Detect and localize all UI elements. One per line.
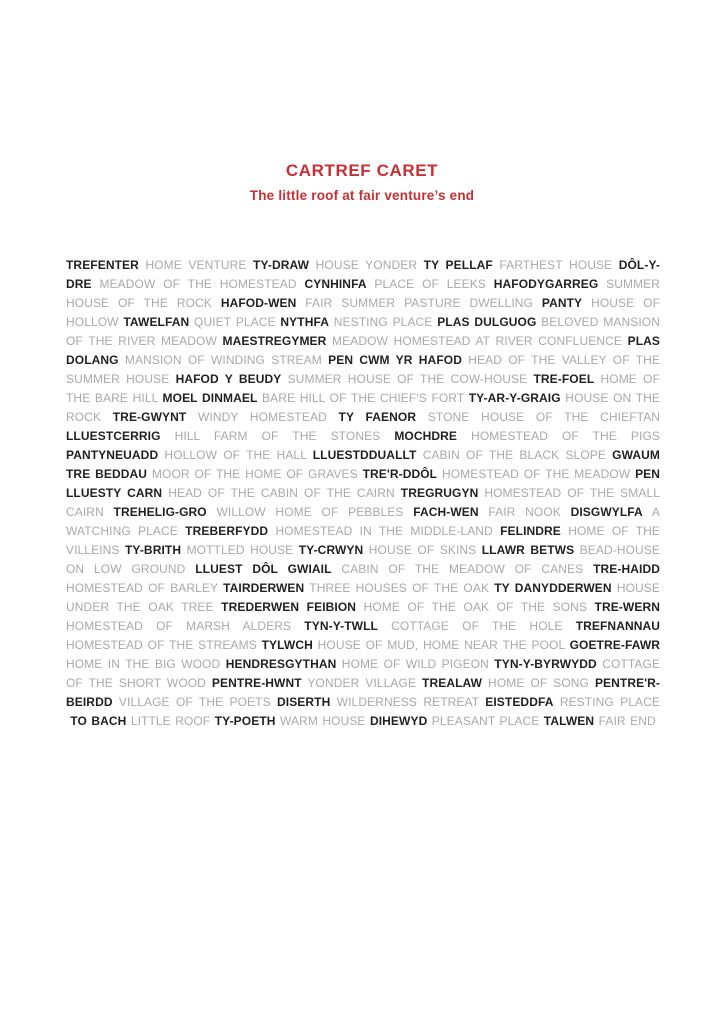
place-name: EISTEDDFA <box>485 695 554 709</box>
place-name: TY-BRITH <box>124 543 182 557</box>
place-name: HENDRESGYTHAN <box>225 657 337 671</box>
place-meaning: MEADOW HOMESTEAD AT RIVER CONFLUENCE <box>332 334 622 348</box>
place-name: TY FAENOR <box>338 410 417 424</box>
place-meaning: A WATCHING PLACE <box>66 505 660 538</box>
place-meaning: FARTHEST HOUSE <box>499 258 613 272</box>
place-name: TREHELIG-GRO <box>113 505 207 519</box>
place-meaning: RESTING PLACE <box>559 695 661 709</box>
place-meaning: FAIR NOOK <box>488 505 561 519</box>
place-name: MOCHDRE <box>394 429 458 443</box>
place-name: TYN-Y-BYRWYDD <box>494 657 597 671</box>
place-meaning: MOTTLED HOUSE <box>186 543 294 557</box>
place-name: PANTYNEUADD <box>66 448 159 462</box>
place-name: TY-CRWYN <box>298 543 364 557</box>
place-meaning: MEADOW OF THE HOMESTEAD <box>99 277 297 291</box>
place-meaning: BEAD-HOUSE ON LOW GROUND <box>66 543 661 576</box>
place-name: HAFOD-WEN <box>220 296 297 310</box>
place-name: TAIRDERWEN <box>223 581 305 595</box>
place-meaning: FAIR END <box>598 714 656 728</box>
place-meaning: SUMMER HOUSE OF THE COW-HOUSE <box>287 372 528 386</box>
place-meaning: HOME OF SONG <box>488 676 589 690</box>
place-meaning: HOMESTEAD IN THE MIDDLE-LAND <box>275 524 493 538</box>
place-name: DIHEWYD <box>369 714 428 728</box>
place-meaning: HOME OF THE BARE HILL <box>66 372 661 405</box>
page-title: CARTREF CARET <box>285 161 439 180</box>
place-meaning: BARE HILL OF THE CHIEF'S FORT <box>262 391 465 405</box>
place-meaning: CABIN OF THE BLACK SLOPE <box>422 448 606 462</box>
place-name: TREDERWEN FEIBION <box>221 600 357 614</box>
place-name: TREFENTER <box>66 258 139 272</box>
place-name: MOEL DINMAEL <box>162 391 258 405</box>
place-name: LLAWR BETWS <box>481 543 575 557</box>
place-meaning: HOMESTEAD OF THE STREAMS <box>66 638 257 652</box>
place-meaning: HOUSE ON THE ROCK <box>66 391 660 424</box>
place-name: TYLWCH <box>261 638 313 652</box>
place-name: MAESTREGYMER <box>222 334 327 348</box>
place-meaning: HOMESTEAD OF THE SMALL CAIRN <box>66 486 661 519</box>
place-name: HAFOD Y BEUDY <box>175 372 282 386</box>
place-name: LLUESTDDUALLT <box>312 448 417 462</box>
place-meaning: FAIR SUMMER PASTURE DWELLING <box>305 296 533 310</box>
place-name: TREALAW <box>422 676 483 690</box>
place-name: GOETRE-FAWR <box>569 638 661 652</box>
place-name: TREGRUGYN <box>400 486 479 500</box>
place-meaning: MANSION OF WINDING STREAM <box>124 353 322 367</box>
place-name: PENTRE-HWNT <box>211 676 302 690</box>
place-meaning: HOMESTEAD OF THE PIGS <box>471 429 661 443</box>
place-meaning: YONDER VILLAGE <box>307 676 417 690</box>
place-name: DÔL-Y-DRE <box>66 258 660 291</box>
place-name: GWAUM TRE BEDDAU <box>66 448 660 481</box>
place-name: TY-DRAW <box>253 258 310 272</box>
place-name: FELINDRE <box>500 524 561 538</box>
place-name: TY-AR-Y-GRAIG <box>468 391 561 405</box>
place-meaning: SUMMER HOUSE OF THE ROCK <box>66 277 661 310</box>
place-meaning: HOLLOW OF THE HALL <box>164 448 307 462</box>
place-name: TYN-Y-TWLL <box>304 619 378 633</box>
place-name: PANTY <box>541 296 583 310</box>
place-meaning: CABIN OF THE MEADOW OF CANES <box>341 562 584 576</box>
place-meaning: HEAD OF THE VALLEY OF THE SUMMER HOUSE <box>66 353 661 386</box>
place-name: TALWEN <box>543 714 595 728</box>
place-name: LLUEST DÔL GWIAIL <box>195 562 332 576</box>
place-meaning: THREE HOUSES OF THE OAK <box>309 581 490 595</box>
place-meaning: HOME VENTURE <box>145 258 247 272</box>
place-name: PLAS DULGUOG <box>437 315 537 329</box>
place-name: DISERTH <box>277 695 331 709</box>
place-name: PEN CWM YR HAFOD <box>328 353 462 367</box>
place-name: TAWELFAN <box>123 315 190 329</box>
place-meaning: COTTAGE OF THE SHORT WOOD <box>66 657 660 690</box>
place-name: TRE'R-DDÔL <box>362 467 438 481</box>
place-name: TY-POETH <box>214 714 276 728</box>
place-meaning: HILL FARM OF THE STONES <box>174 429 381 443</box>
place-name: FACH-WEN <box>413 505 479 519</box>
place-name: PEN LLUESTY CARN <box>66 467 661 500</box>
place-meaning: VILLAGE OF THE POETS <box>118 695 271 709</box>
place-name: TRE-WERN <box>594 600 660 614</box>
place-meaning: WILLOW HOME OF PEBBLES <box>216 505 404 519</box>
place-name: PLAS DOLANG <box>66 334 660 367</box>
place-meaning: MOOR OF THE HOME OF GRAVES <box>151 467 358 481</box>
place-name: TRE-GWYNT <box>112 410 187 424</box>
place-name: PENTRE'R-BEIRDD <box>66 676 661 709</box>
place-meaning: COTTAGE OF THE HOLE <box>391 619 563 633</box>
place-meaning: STONE HOUSE OF THE CHIEFTAN <box>427 410 661 424</box>
place-meaning: HOMESTEAD OF BARLEY <box>66 581 218 595</box>
place-name: TRE-FOEL <box>533 372 595 386</box>
place-name: TRE-HAIDD <box>593 562 660 576</box>
page-subtitle: The little roof at fair venture’s end <box>249 188 475 204</box>
place-meaning: HOUSE YONDER <box>315 258 418 272</box>
place-name: TY PELLAF <box>423 258 493 272</box>
place-names-paragraph <box>66 256 660 731</box>
place-meaning: HOME OF THE VILLEINS <box>66 524 661 557</box>
place-meaning: HOMESTEAD OF MARSH ALDERS <box>66 619 292 633</box>
place-name: TO BACH <box>70 714 127 728</box>
header <box>0 161 724 205</box>
place-meaning: PLACE OF LEEKS <box>374 277 486 291</box>
place-meaning: HOUSE OF HOLLOW <box>66 296 661 329</box>
place-name: HAFODYGARREG <box>493 277 599 291</box>
place-meaning: WILDERNESS RETREAT <box>336 695 479 709</box>
place-meaning: LITTLE ROOF <box>130 714 211 728</box>
place-name: DISGWYLFA <box>570 505 643 519</box>
place-name: TY DANYDDERWEN <box>494 581 612 595</box>
place-meaning: HOMESTEAD OF THE MEADOW <box>441 467 631 481</box>
place-meaning: PLEASANT PLACE <box>431 714 540 728</box>
place-name: CYNHINFA <box>304 277 367 291</box>
place-meaning: HOME OF THE OAK OF THE SONS <box>363 600 587 614</box>
place-meaning: WARM HOUSE <box>279 714 366 728</box>
place-meaning: HOUSE OF MUD, HOME NEAR THE POOL <box>317 638 565 652</box>
place-name: TREBERFYDD <box>185 524 269 538</box>
place-name: LLUESTCERRIG <box>66 429 161 443</box>
place-meaning: NESTING PLACE <box>333 315 433 329</box>
place-meaning: BELOVED MANSION OF THE RIVER MEADOW <box>66 315 661 348</box>
place-meaning: HOME IN THE BIG WOOD <box>66 657 221 671</box>
place-meaning: HEAD OF THE CABIN OF THE CAIRN <box>168 486 395 500</box>
place-meaning: WINDY HOMESTEAD <box>197 410 327 424</box>
place-meaning: HOME OF WILD PIGEON <box>341 657 489 671</box>
place-meaning: HOUSE UNDER THE OAK TREE <box>66 581 661 614</box>
place-name: TREFNANNAU <box>575 619 661 633</box>
place-meaning: HOUSE OF SKINS <box>368 543 477 557</box>
place-meaning: QUIET PLACE <box>194 315 276 329</box>
place-name: NYTHFA <box>280 315 329 329</box>
